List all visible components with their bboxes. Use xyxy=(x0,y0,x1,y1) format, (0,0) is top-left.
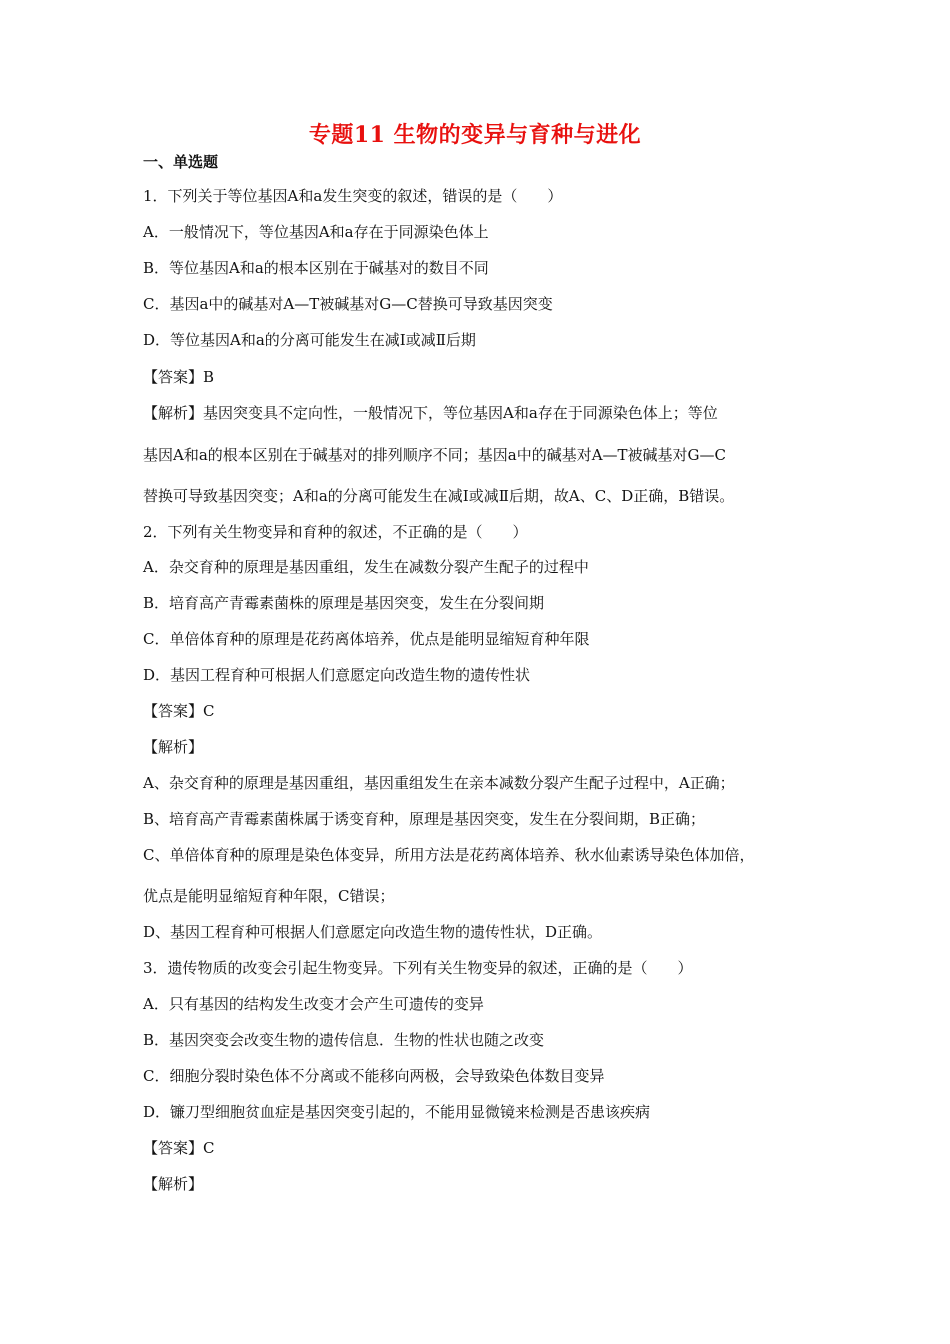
question-2-explanation-line: 优点是能明显缩短育种年限，C错误； xyxy=(143,887,395,905)
page-title: 专题11 生物的变异与育种与进化 xyxy=(308,122,642,148)
question-1-option-d: D．等位基因A和a的分离可能发生在减Ⅰ或减Ⅱ后期 xyxy=(143,331,476,349)
question-1-explanation-line: 替换可导致基因突变；A和a的分离可能发生在减Ⅰ或减Ⅱ后期，故A、C、D正确，B错误。 xyxy=(143,487,735,505)
question-2-explanation-line: C、单倍体育种的原理是染色体变异，所用方法是花药离体培养、秋水仙素诱导染色体加倍， xyxy=(143,846,755,864)
question-2-option-c: C．单倍体育种的原理是花药离体培养，优点是能明显缩短育种年限 xyxy=(143,630,590,648)
question-1-stem: 1．下列关于等位基因A和a发生突变的叙述，错误的是（ ） xyxy=(143,187,563,205)
question-2-option-b: B．培育高产青霉素菌株的原理是基因突变，发生在分裂间期 xyxy=(143,594,545,612)
question-3-answer: 【答案】C xyxy=(143,1139,215,1157)
question-2-option-d: D．基因工程育种可根据人们意愿定向改造生物的遗传性状 xyxy=(143,666,531,684)
question-2-explanation-line: A、杂交育种的原理是基因重组，基因重组发生在亲本减数分裂产生配子过程中，A正确； xyxy=(143,774,735,792)
question-2-explanation-label: 【解析】 xyxy=(143,738,204,756)
question-3-option-c: C．细胞分裂时染色体不分离或不能移向两极，会导致染色体数目变异 xyxy=(143,1067,605,1085)
question-2-option-a: A．杂交育种的原理是基因重组，发生在减数分裂产生配子的过程中 xyxy=(143,558,589,576)
section-heading: 一、单选题 xyxy=(143,153,219,171)
question-2-answer: 【答案】C xyxy=(143,702,215,720)
question-1-option-a: A．一般情况下，等位基因A和a存在于同源染色体上 xyxy=(143,223,489,241)
question-3-option-b: B．基因突变会改变生物的遗传信息．生物的性状也随之改变 xyxy=(143,1031,545,1049)
question-2-stem: 2．下列有关生物变异和育种的叙述，不正确的是（ ） xyxy=(143,523,528,541)
question-2-explanation-line: B、培育高产青霉素菌株属于诱变育种，原理是基因突变，发生在分裂间期，B正确； xyxy=(143,810,706,828)
question-1-option-b: B．等位基因A和a的根本区别在于碱基对的数目不同 xyxy=(143,259,489,277)
question-3-option-d: D．镰刀型细胞贫血症是基因突变引起的，不能用显微镜来检测是否患该疾病 xyxy=(143,1103,651,1121)
question-3-option-a: A．只有基因的结构发生改变才会产生可遗传的变异 xyxy=(143,995,484,1013)
question-3-stem: 3．遗传物质的改变会引起生物变异。下列有关生物变异的叙述，正确的是（ ） xyxy=(143,959,693,977)
question-1-answer: 【答案】B xyxy=(143,368,215,386)
question-1-explanation-line: 【解析】基因突变具不定向性，一般情况下，等位基因A和a存在于同源染色体上；等位 xyxy=(143,404,718,422)
question-2-explanation-line: D、基因工程育种可根据人们意愿定向改造生物的遗传性状，D正确。 xyxy=(143,923,603,941)
question-1-option-c: C．基因a中的碱基对A—T被碱基对G—C替换可导致基因突变 xyxy=(143,295,553,313)
question-3-explanation-label: 【解析】 xyxy=(143,1175,204,1193)
question-1-explanation-line: 基因A和a的根本区别在于碱基对的排列顺序不同；基因a中的碱基对A—T被碱基对G—C xyxy=(143,446,727,464)
